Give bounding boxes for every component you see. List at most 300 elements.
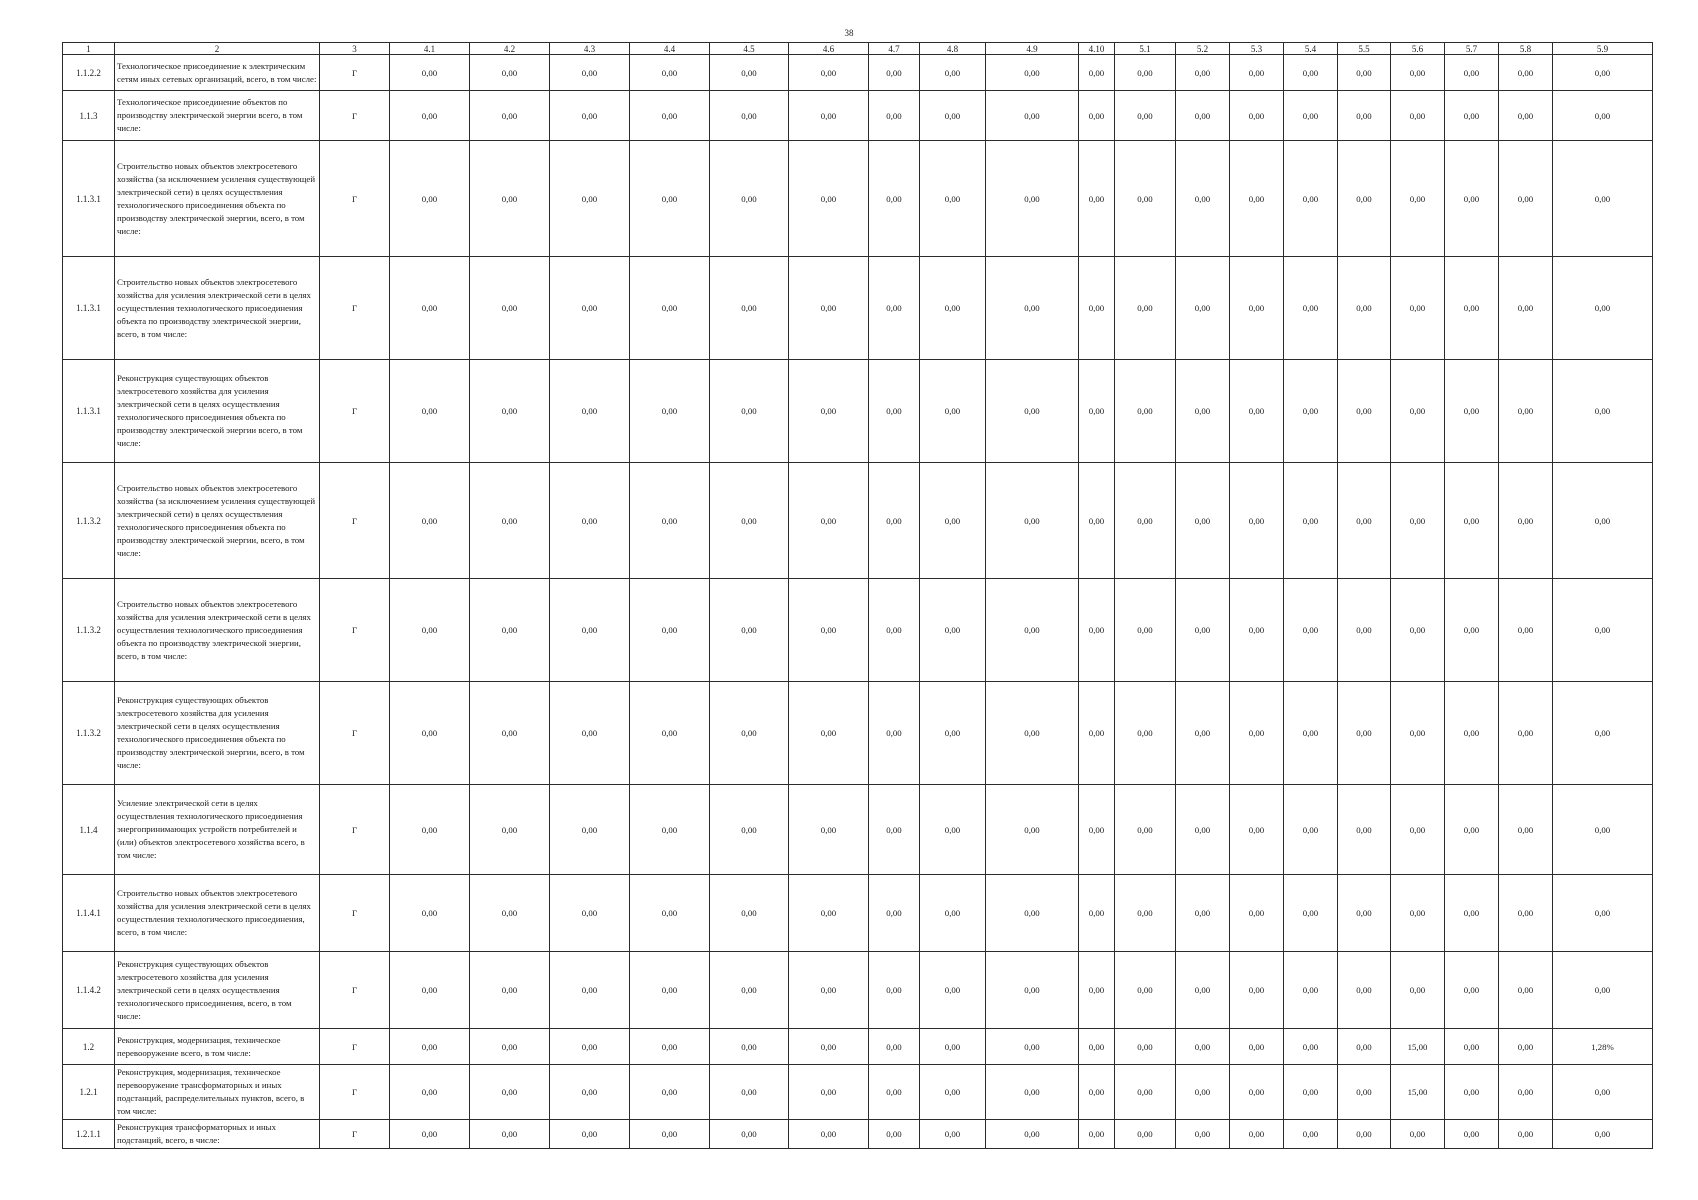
value-cell: 0,00 (1176, 1029, 1230, 1065)
value-cell: 0,00 (1115, 952, 1176, 1029)
value-cell: 0,00 (920, 952, 986, 1029)
value-cell: 0,00 (1115, 141, 1176, 257)
value-cell: 0,00 (1338, 875, 1391, 952)
row-code: 1.1.3.1 (63, 257, 115, 360)
value-cell: 0,00 (1553, 682, 1653, 785)
value-cell: 0,00 (630, 1120, 710, 1149)
row-name: Строительство новых объектов электросетевого хозяйства для усиления электрической сети в целях осуществления технологического присоединения объекта по производству электрической энергии, всего, в том числе: (115, 579, 320, 682)
value-cell: 0,00 (1284, 141, 1338, 257)
value-cell: 0,00 (1176, 952, 1230, 1029)
row-code: 1.2 (63, 1029, 115, 1065)
value-cell: 0,00 (1499, 55, 1553, 91)
value-cell: 0,00 (1499, 1065, 1553, 1120)
row-unit: Г (320, 875, 390, 952)
column-number: 4.5 (710, 43, 789, 55)
value-cell: 0,00 (1230, 952, 1284, 1029)
value-cell: 0,00 (789, 463, 869, 579)
value-cell: 0,00 (1176, 579, 1230, 682)
value-cell: 0,00 (1079, 952, 1115, 1029)
table-row (63, 91, 1653, 141)
value-cell: 0,00 (789, 55, 869, 91)
value-cell: 0,00 (630, 875, 710, 952)
value-cell: 0,00 (1445, 55, 1499, 91)
value-cell: 0,00 (1445, 91, 1499, 141)
column-number: 5.6 (1391, 43, 1445, 55)
value-cell: 0,00 (1499, 141, 1553, 257)
value-cell: 0,00 (390, 257, 470, 360)
value-cell: 0,00 (630, 360, 710, 463)
row-code: 1.1.3 (63, 91, 115, 141)
row-code: 1.2.1.1 (63, 1120, 115, 1149)
value-cell: 15,00 (1391, 1065, 1445, 1120)
value-cell: 0,00 (789, 682, 869, 785)
value-cell: 0,00 (1338, 1029, 1391, 1065)
value-cell: 0,00 (1230, 257, 1284, 360)
value-cell: 0,00 (1391, 875, 1445, 952)
value-cell: 0,00 (789, 1029, 869, 1065)
row-code: 1.1.3.2 (63, 579, 115, 682)
table-row (63, 1029, 1653, 1065)
value-cell: 0,00 (789, 579, 869, 682)
column-number: 5.1 (1115, 43, 1176, 55)
column-number: 5.3 (1230, 43, 1284, 55)
value-cell: 0,00 (550, 360, 630, 463)
value-cell: 0,00 (1284, 1029, 1338, 1065)
value-cell: 0,00 (710, 55, 789, 91)
value-cell: 0,00 (1391, 257, 1445, 360)
value-cell: 0,00 (1499, 463, 1553, 579)
value-cell: 0,00 (920, 579, 986, 682)
value-cell: 0,00 (789, 785, 869, 875)
table-body (63, 55, 1653, 1149)
row-code: 1.1.4.1 (63, 875, 115, 952)
value-cell: 0,00 (390, 463, 470, 579)
value-cell: 0,00 (869, 360, 920, 463)
column-number-row (63, 43, 1653, 55)
row-name: Технологическое присоединение к электрическим сетям иных сетевых организаций, всего, в том числе: (115, 55, 320, 91)
value-cell: 0,00 (710, 682, 789, 785)
row-name: Реконструкция трансформаторных и иных подстанций, всего, в числе: (115, 1120, 320, 1149)
value-cell: 0,00 (869, 875, 920, 952)
value-cell: 0,00 (986, 463, 1079, 579)
value-cell: 0,00 (1553, 360, 1653, 463)
value-cell: 0,00 (920, 463, 986, 579)
value-cell: 0,00 (1338, 463, 1391, 579)
value-cell: 0,00 (470, 91, 550, 141)
value-cell: 0,00 (390, 952, 470, 1029)
value-cell: 0,00 (1499, 91, 1553, 141)
value-cell: 0,00 (1230, 360, 1284, 463)
table-row (63, 1065, 1653, 1120)
column-number: 4.1 (390, 43, 470, 55)
value-cell: 0,00 (1230, 463, 1284, 579)
column-number: 2 (115, 43, 320, 55)
value-cell: 0,00 (1499, 875, 1553, 952)
value-cell: 0,00 (1499, 952, 1553, 1029)
value-cell: 0,00 (1230, 875, 1284, 952)
value-cell: 0,00 (986, 1120, 1079, 1149)
table-row (63, 682, 1653, 785)
value-cell: 0,00 (1284, 579, 1338, 682)
value-cell: 0,00 (1079, 1029, 1115, 1065)
value-cell: 0,00 (1176, 463, 1230, 579)
value-cell: 0,00 (1284, 785, 1338, 875)
value-cell: 0,00 (1115, 875, 1176, 952)
value-cell: 0,00 (470, 1065, 550, 1120)
value-cell: 0,00 (1284, 1065, 1338, 1120)
value-cell: 0,00 (789, 360, 869, 463)
value-cell: 0,00 (550, 682, 630, 785)
value-cell: 0,00 (1079, 257, 1115, 360)
row-name: Строительство новых объектов электросетевого хозяйства для усиления электрической сети в целях осуществления технологического присоединения, всего, в том числе: (115, 875, 320, 952)
value-cell: 0,00 (1230, 1065, 1284, 1120)
column-number: 5.2 (1176, 43, 1230, 55)
value-cell: 0,00 (710, 360, 789, 463)
column-number: 4.8 (920, 43, 986, 55)
value-cell: 0,00 (789, 1065, 869, 1120)
column-number: 1 (63, 43, 115, 55)
value-cell: 0,00 (1391, 91, 1445, 141)
value-cell: 0,00 (1338, 55, 1391, 91)
value-cell: 0,00 (710, 875, 789, 952)
value-cell: 0,00 (1499, 360, 1553, 463)
value-cell: 0,00 (1079, 463, 1115, 579)
table-row (63, 257, 1653, 360)
value-cell: 0,00 (1230, 682, 1284, 785)
value-cell: 0,00 (1079, 55, 1115, 91)
column-number: 5.5 (1338, 43, 1391, 55)
value-cell: 0,00 (1284, 1120, 1338, 1149)
value-cell: 0,00 (1230, 1120, 1284, 1149)
value-cell: 0,00 (789, 875, 869, 952)
value-cell: 0,00 (1499, 257, 1553, 360)
value-cell: 0,00 (630, 463, 710, 579)
value-cell: 0,00 (550, 785, 630, 875)
value-cell: 0,00 (869, 91, 920, 141)
value-cell: 0,00 (1079, 785, 1115, 875)
row-unit: Г (320, 360, 390, 463)
value-cell: 0,00 (1391, 360, 1445, 463)
column-number: 4.4 (630, 43, 710, 55)
value-cell: 0,00 (1553, 141, 1653, 257)
value-cell: 0,00 (710, 141, 789, 257)
value-cell: 0,00 (390, 360, 470, 463)
value-cell: 0,00 (710, 91, 789, 141)
value-cell: 0,00 (470, 463, 550, 579)
value-cell: 0,00 (550, 1065, 630, 1120)
row-unit: Г (320, 952, 390, 1029)
value-cell: 0,00 (869, 1120, 920, 1149)
column-number: 4.10 (1079, 43, 1115, 55)
value-cell: 0,00 (1079, 1065, 1115, 1120)
value-cell: 0,00 (470, 682, 550, 785)
value-cell: 0,00 (789, 91, 869, 141)
value-cell: 0,00 (630, 257, 710, 360)
value-cell: 0,00 (1079, 682, 1115, 785)
column-number: 3 (320, 43, 390, 55)
value-cell: 0,00 (1391, 682, 1445, 785)
value-cell: 0,00 (630, 579, 710, 682)
table-row (63, 952, 1653, 1029)
value-cell: 0,00 (1499, 785, 1553, 875)
value-cell: 0,00 (1115, 682, 1176, 785)
table-row (63, 463, 1653, 579)
value-cell: 0,00 (1176, 1065, 1230, 1120)
value-cell: 0,00 (710, 1029, 789, 1065)
column-number: 5.8 (1499, 43, 1553, 55)
value-cell: 0,00 (710, 257, 789, 360)
value-cell: 0,00 (1553, 463, 1653, 579)
value-cell: 0,00 (986, 875, 1079, 952)
value-cell: 0,00 (789, 952, 869, 1029)
column-number: 5.4 (1284, 43, 1338, 55)
page-number: 38 (844, 28, 854, 38)
value-cell: 0,00 (1284, 55, 1338, 91)
value-cell: 0,00 (1553, 55, 1653, 91)
value-cell: 0,00 (470, 141, 550, 257)
value-cell: 0,00 (1445, 682, 1499, 785)
value-cell: 0,00 (1115, 1029, 1176, 1065)
row-unit: Г (320, 463, 390, 579)
value-cell: 0,00 (470, 952, 550, 1029)
row-name: Строительство новых объектов электросетевого хозяйства (за исключением усиления существующей электрической сети) в целях осуществления технологического присоединения объекта по производству электрической энергии, всего, в том числе: (115, 463, 320, 579)
value-cell: 0,00 (1553, 785, 1653, 875)
column-number: 5.7 (1445, 43, 1499, 55)
value-cell: 0,00 (470, 1029, 550, 1065)
value-cell: 0,00 (1115, 55, 1176, 91)
value-cell: 0,00 (1284, 682, 1338, 785)
table-row (63, 785, 1653, 875)
value-cell: 0,00 (789, 1120, 869, 1149)
value-cell: 0,00 (1176, 682, 1230, 785)
value-cell: 0,00 (550, 91, 630, 141)
value-cell: 0,00 (1115, 785, 1176, 875)
value-cell: 0,00 (1176, 360, 1230, 463)
value-cell: 0,00 (1445, 875, 1499, 952)
value-cell: 0,00 (550, 463, 630, 579)
row-unit: Г (320, 141, 390, 257)
value-cell: 0,00 (390, 141, 470, 257)
value-cell: 0,00 (550, 1029, 630, 1065)
value-cell: 0,00 (1338, 785, 1391, 875)
value-cell: 0,00 (1176, 55, 1230, 91)
value-cell: 0,00 (986, 91, 1079, 141)
value-cell: 0,00 (1391, 463, 1445, 579)
value-cell: 0,00 (869, 1065, 920, 1120)
value-cell: 0,00 (986, 257, 1079, 360)
row-unit: Г (320, 1029, 390, 1065)
value-cell: 0,00 (986, 55, 1079, 91)
value-cell: 0,00 (920, 785, 986, 875)
value-cell: 0,00 (920, 141, 986, 257)
value-cell: 0,00 (390, 1065, 470, 1120)
value-cell: 0,00 (390, 579, 470, 682)
value-cell: 0,00 (1445, 141, 1499, 257)
row-unit: Г (320, 91, 390, 141)
value-cell: 0,00 (1445, 1029, 1499, 1065)
value-cell: 0,00 (869, 463, 920, 579)
row-code: 1.1.3.2 (63, 463, 115, 579)
value-cell: 0,00 (1338, 91, 1391, 141)
value-cell: 0,00 (1553, 1065, 1653, 1120)
value-cell: 0,00 (470, 55, 550, 91)
value-cell: 0,00 (1284, 875, 1338, 952)
value-cell: 0,00 (1445, 952, 1499, 1029)
value-cell: 0,00 (1338, 360, 1391, 463)
value-cell: 0,00 (920, 257, 986, 360)
row-code: 1.2.1 (63, 1065, 115, 1120)
table-row (63, 579, 1653, 682)
value-cell: 0,00 (390, 91, 470, 141)
row-name: Строительство новых объектов электросетевого хозяйства для усиления электрической сети в целях осуществления технологического присоединения объекта по производству электрической энергии, всего, в том числе: (115, 257, 320, 360)
table-header (63, 43, 1653, 55)
value-cell: 0,00 (1230, 579, 1284, 682)
value-cell: 0,00 (630, 785, 710, 875)
value-cell: 0,00 (1230, 1029, 1284, 1065)
value-cell: 0,00 (920, 1065, 986, 1120)
value-cell: 0,00 (710, 463, 789, 579)
value-cell: 0,00 (470, 257, 550, 360)
value-cell: 0,00 (1391, 141, 1445, 257)
row-code: 1.1.3.2 (63, 682, 115, 785)
row-name: Реконструкция, модернизация, техническое перевооружение всего, в том числе: (115, 1029, 320, 1065)
value-cell: 0,00 (1079, 579, 1115, 682)
value-cell: 0,00 (986, 682, 1079, 785)
value-cell: 0,00 (986, 141, 1079, 257)
value-cell: 0,00 (550, 257, 630, 360)
row-code: 1.1.4.2 (63, 952, 115, 1029)
value-cell: 0,00 (1445, 360, 1499, 463)
table-row (63, 55, 1653, 91)
value-cell: 0,00 (920, 55, 986, 91)
value-cell: 0,00 (869, 55, 920, 91)
value-cell: 0,00 (1445, 257, 1499, 360)
row-unit: Г (320, 1065, 390, 1120)
value-cell: 0,00 (470, 1120, 550, 1149)
value-cell: 0,00 (390, 1029, 470, 1065)
row-code: 1.1.3.1 (63, 360, 115, 463)
value-cell: 0,00 (390, 1120, 470, 1149)
row-unit: Г (320, 257, 390, 360)
value-cell: 0,00 (1230, 55, 1284, 91)
table-row (63, 141, 1653, 257)
value-cell: 0,00 (470, 579, 550, 682)
value-cell: 0,00 (1115, 1065, 1176, 1120)
row-unit: Г (320, 579, 390, 682)
value-cell: 0,00 (1499, 682, 1553, 785)
table-row (63, 875, 1653, 952)
value-cell: 0,00 (869, 257, 920, 360)
value-cell: 0,00 (1230, 91, 1284, 141)
value-cell: 0,00 (1284, 463, 1338, 579)
value-cell: 0,00 (1115, 360, 1176, 463)
value-cell: 0,00 (1338, 579, 1391, 682)
value-cell: 0,00 (1445, 1065, 1499, 1120)
value-cell: 0,00 (550, 952, 630, 1029)
value-cell: 0,00 (630, 952, 710, 1029)
column-number: 4.6 (789, 43, 869, 55)
row-name: Реконструкция существующих объектов электросетевого хозяйства для усиления электрической сети в целях осуществления технологического присоединения объекта по производству электрической энергии, всего, в том числе: (115, 682, 320, 785)
value-cell: 0,00 (1115, 579, 1176, 682)
value-cell: 0,00 (869, 1029, 920, 1065)
row-code: 1.1.3.1 (63, 141, 115, 257)
value-cell: 0,00 (1391, 55, 1445, 91)
value-cell: 0,00 (869, 952, 920, 1029)
value-cell: 0,00 (1115, 463, 1176, 579)
row-unit: Г (320, 785, 390, 875)
value-cell: 0,00 (869, 579, 920, 682)
table-row (63, 360, 1653, 463)
value-cell: 0,00 (1284, 257, 1338, 360)
value-cell: 0,00 (1338, 1065, 1391, 1120)
value-cell: 0,00 (1284, 360, 1338, 463)
value-cell: 0,00 (1499, 1029, 1553, 1065)
value-cell: 0,00 (920, 91, 986, 141)
value-cell: 0,00 (1338, 257, 1391, 360)
value-cell: 0,00 (1553, 952, 1653, 1029)
value-cell: 0,00 (1338, 1120, 1391, 1149)
value-cell: 0,00 (470, 875, 550, 952)
value-cell: 0,00 (986, 360, 1079, 463)
value-cell: 0,00 (470, 360, 550, 463)
row-unit: Г (320, 1120, 390, 1149)
value-cell: 0,00 (550, 141, 630, 257)
table-row (63, 1120, 1653, 1149)
value-cell: 0,00 (986, 952, 1079, 1029)
value-cell: 0,00 (1176, 257, 1230, 360)
value-cell: 0,00 (1176, 1120, 1230, 1149)
value-cell: 0,00 (550, 579, 630, 682)
value-cell: 0,00 (920, 360, 986, 463)
value-cell: 0,00 (710, 1120, 789, 1149)
value-cell: 0,00 (1176, 91, 1230, 141)
value-cell: 0,00 (1079, 875, 1115, 952)
value-cell: 0,00 (1499, 1120, 1553, 1149)
value-cell: 0,00 (1445, 463, 1499, 579)
value-cell: 0,00 (550, 55, 630, 91)
value-cell: 0,00 (550, 1120, 630, 1149)
value-cell: 0,00 (1391, 579, 1445, 682)
value-cell: 0,00 (869, 682, 920, 785)
value-cell: 0,00 (1391, 785, 1445, 875)
value-cell: 0,00 (1284, 952, 1338, 1029)
row-code: 1.1.2.2 (63, 55, 115, 91)
value-cell: 0,00 (1499, 579, 1553, 682)
value-cell: 0,00 (986, 785, 1079, 875)
value-cell: 0,00 (920, 682, 986, 785)
value-cell: 0,00 (1553, 91, 1653, 141)
value-cell: 0,00 (789, 257, 869, 360)
value-cell: 0,00 (1445, 1120, 1499, 1149)
value-cell: 0,00 (710, 952, 789, 1029)
value-cell: 0,00 (1079, 141, 1115, 257)
value-cell: 0,00 (869, 785, 920, 875)
value-cell: 0,00 (710, 1065, 789, 1120)
value-cell: 0,00 (920, 1120, 986, 1149)
column-number: 4.9 (986, 43, 1079, 55)
value-cell: 0,00 (630, 55, 710, 91)
value-cell: 0,00 (630, 682, 710, 785)
value-cell: 0,00 (986, 1065, 1079, 1120)
value-cell: 0,00 (986, 579, 1079, 682)
value-cell: 0,00 (920, 875, 986, 952)
row-name: Реконструкция существующих объектов электросетевого хозяйства для усиления электрической сети в целях осуществления технологического присоединения, всего, в том числе: (115, 952, 320, 1029)
value-cell: 0,00 (1391, 952, 1445, 1029)
value-cell: 0,00 (1079, 1120, 1115, 1149)
value-cell: 0,00 (986, 1029, 1079, 1065)
row-name: Реконструкция, модернизация, техническое перевооружение трансформаторных и иных подстанций, распределительных пунктов, всего, в том числе: (115, 1065, 320, 1120)
value-cell: 0,00 (1338, 682, 1391, 785)
